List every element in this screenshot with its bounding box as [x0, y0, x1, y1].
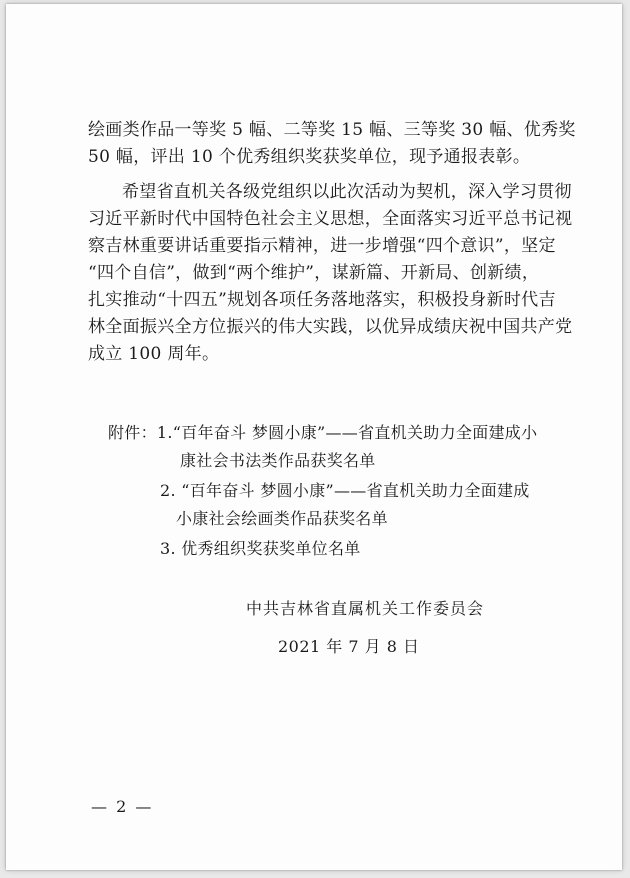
body-line: 希望省直机关各级党组织以此次活动为契机，深入学习贯彻: [122, 182, 572, 202]
body-line: “四个自信”，做到“两个维护”，谋新篇、开新局、创新绩，: [88, 263, 540, 283]
body-line: 绘画类作品一等奖 5 幅、二等奖 15 幅、三等奖 30 幅、优秀奖: [88, 120, 576, 140]
signature-block: [246, 596, 506, 660]
body-line: 林全面振兴全方位振兴的伟大实践，以优异成绩庆祝中国共产党: [88, 317, 573, 337]
attachment-item-1-cont: 康社会书法类作品获奖名单: [180, 451, 376, 470]
body-text: [88, 117, 576, 368]
attachments-list: [108, 419, 558, 563]
body-line: 扎实推动“十四五”规划各项任务落地落实，积极投身新时代吉: [88, 290, 556, 310]
attachment-item-2: 2. “百年奋斗 梦圆小康”——省直机关助力全面建成: [160, 481, 530, 500]
body-line: 成立 100 周年。: [88, 344, 220, 364]
attachment-item-3: 3. 优秀组织奖获奖单位名单: [160, 539, 361, 558]
attachment-item-1: 附件：1.“百年奋斗 梦圆小康”——省直机关助力全面建成小: [108, 423, 538, 442]
issue-date: 2021 年 7 月 8 日: [278, 637, 420, 656]
body-line: 察吉林重要讲话重要指示精神，进一步增强“四个意识”，坚定: [88, 236, 556, 256]
page-number: — 2 —: [91, 797, 154, 816]
issuing-organization: 中共吉林省直属机关工作委员会: [246, 599, 485, 618]
document-page: [6, 4, 622, 870]
attachment-item-2-cont: 小康社会绘画类作品获奖名单: [176, 509, 388, 528]
body-line: 50 幅，评出 10 个优秀组织奖获奖单位，现予通报表彰。: [88, 147, 531, 167]
body-line: 习近平新时代中国特色社会主义思想，全面落实习近平总书记视: [88, 209, 573, 229]
